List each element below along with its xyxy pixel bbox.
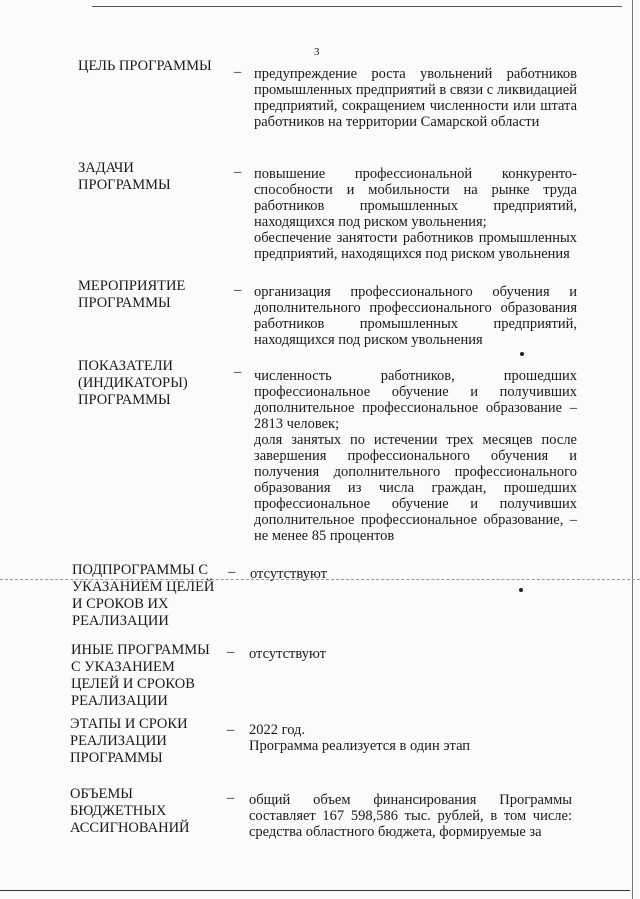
section-dash: –: [234, 164, 242, 180]
section-body: [250, 566, 573, 582]
section-paragraph: отсутствуют: [249, 646, 326, 662]
section-label: ПОДПРОГРАММЫ С УКАЗАНИЕМ ЦЕЛЕЙ И СРОКОВ ИХ РЕАЛИЗАЦИИ: [72, 562, 215, 629]
section-paragraph: отсутствуют: [250, 566, 327, 582]
right-edge-line: [632, 0, 633, 899]
section-body: [254, 66, 577, 130]
section-paragraph: общий объем финансирования Программы составляет 167 598,586 тыс. рублей, в том числе: средства областного бюджета, формируемые за: [249, 792, 572, 840]
section-body: [249, 722, 572, 754]
section-label: ИНЫЕ ПРОГРАММЫ С УКАЗАНИЕМ ЦЕЛЕЙ И СРОКОВ РЕАЛИЗАЦИИ: [71, 642, 210, 709]
section-paragraph: повышение профессиональной конкуренто-способности и мобильности на рынке труда работников промышленных предприятий, находящихся под риском увольнения;: [254, 166, 577, 230]
section-paragraph: предупреждение роста увольнений работников промышленных предприятий в связи с ликвидацией предприятий, сокращением численности или штата работников на территории Самарской области: [254, 66, 578, 130]
section-dash: –: [227, 644, 235, 660]
section-paragraph: обеспечение занятости работников промышленных предприятий, находящихся под риском увольнения: [254, 230, 577, 262]
section-label: ЭТАПЫ И СРОКИ РЕАЛИЗАЦИИ ПРОГРАММЫ: [70, 716, 188, 766]
bottom-border-line: [0, 890, 630, 891]
section-label: ЗАДАЧИ ПРОГРАММЫ: [78, 160, 171, 193]
top-border-line: [92, 6, 622, 7]
section-dash: –: [227, 790, 235, 806]
section-label: МЕРОПРИЯТИЕ ПРОГРАММЫ: [78, 278, 186, 311]
section-body: [249, 646, 572, 662]
scan-speck: [519, 588, 523, 592]
section-paragraph: 2022 год.: [249, 722, 306, 738]
section-label: ОБЪЕМЫ БЮДЖЕТНЫХ АССИГНОВАНИЙ: [70, 786, 190, 836]
section-label: ЦЕЛЬ ПРОГРАММЫ: [78, 58, 212, 74]
section-body: [254, 368, 577, 544]
scan-speck: [520, 352, 524, 356]
section-paragraph: организация профессионального обучения и дополнительного профессионального образования работников промышленных предприятий, находящихся под риском увольнения: [254, 284, 577, 348]
section-body: [254, 284, 577, 348]
section-paragraph: доля занятых по истечении трех месяцев после завершения профессионального обучения и получения дополнительного профессионального образования из числа граждан, прошедших профессиональное обучение и получивших дополнительное профессиональное образование, – не менее 85 процентов: [254, 432, 577, 544]
section-body: [249, 792, 572, 840]
section-dash: –: [234, 64, 242, 80]
section-dash: –: [227, 722, 235, 738]
section-paragraph: численность работников, прошедших профессиональное обучение и получивших дополнительное профессиональное образование – 2813 человек;: [254, 368, 577, 432]
page-number: 3: [314, 46, 320, 58]
section-dash: –: [234, 364, 242, 380]
section-paragraph: Программа реализуется в один этап: [249, 738, 471, 754]
section-dash: –: [234, 282, 242, 298]
section-dash: –: [228, 564, 236, 580]
section-body: [254, 166, 577, 262]
section-label: ПОКАЗАТЕЛИ (ИНДИКАТОРЫ) ПРОГРАММЫ: [78, 358, 188, 408]
